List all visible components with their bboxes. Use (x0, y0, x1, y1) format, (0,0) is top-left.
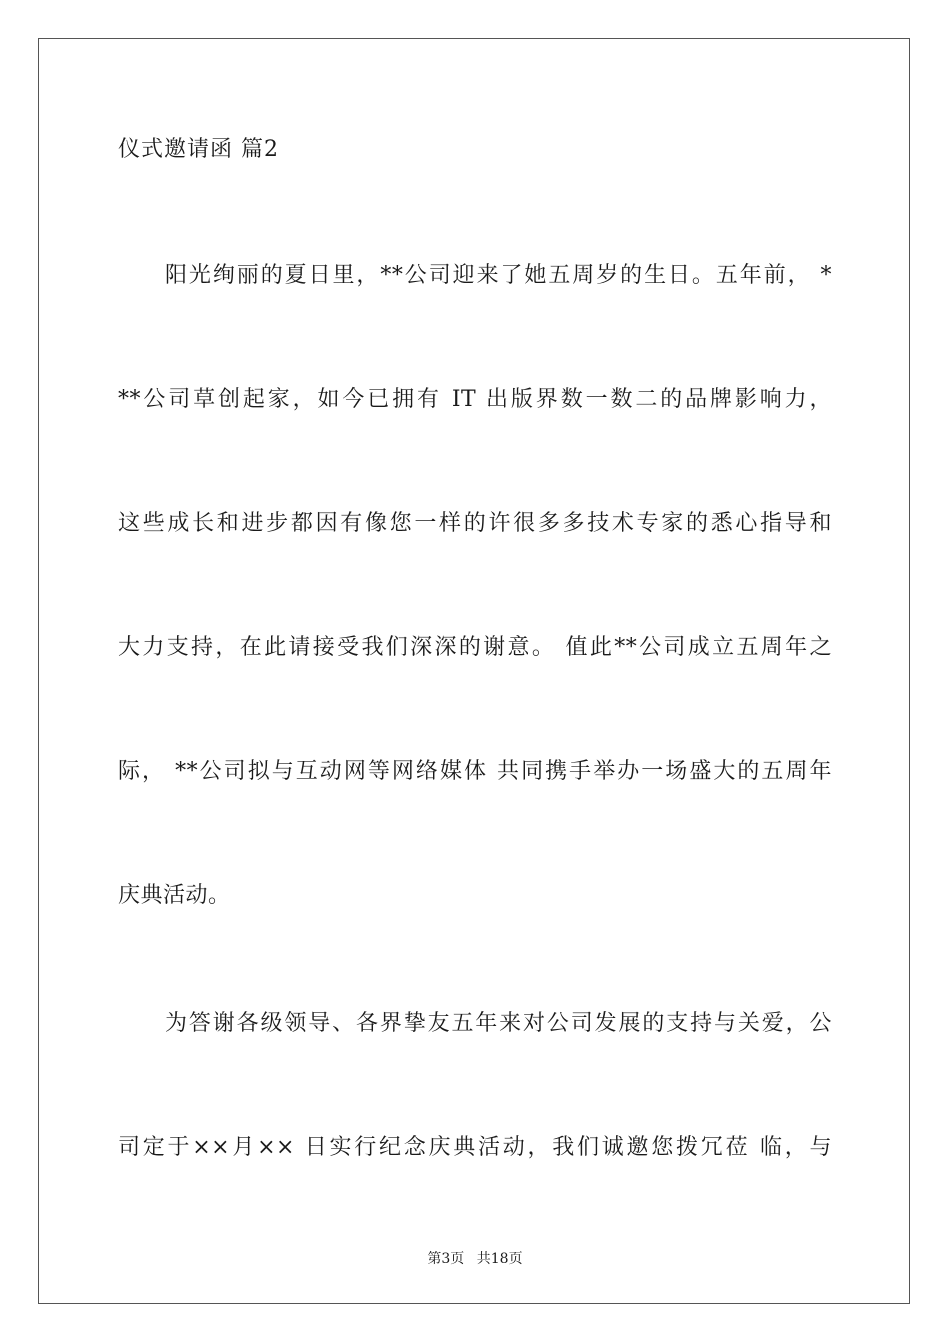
paragraph-line-6: 庆典活动。 (118, 883, 231, 908)
paragraph-line-4: 大力支持，在此请接受我们深深的谢意。 值此**公司成立五周年之 (118, 635, 832, 660)
paragraph-line-1: 阳光绚丽的夏日里，**公司迎来了她五周岁的生日。五年前， * (165, 263, 832, 288)
document-title: 仪式邀请函 篇2 (118, 137, 279, 162)
page-total: 共18页 (476, 1251, 523, 1267)
paragraph-line-2: **公司草创起家，如今已拥有 IT 出版界数一数二的品牌影响力， (118, 387, 832, 412)
paragraph-line-3: 这些成长和进步都因有像您一样的许很多多技术专家的悉心指导和 (118, 511, 832, 536)
page-footer (0, 1248, 950, 1268)
page-border (38, 38, 910, 1304)
paragraph-line-7: 为答谢各级领导、各界挚友五年来对公司发展的支持与关爱，公 (165, 1011, 832, 1036)
page-number: 第3页 (427, 1251, 465, 1267)
paragraph-line-8: 司定于××月×× 日实行纪念庆典活动，我们诚邀您拨冗莅 临，与 (118, 1135, 832, 1160)
paragraph-line-5: 际， **公司拟与互动网等网络媒体 共同携手举办一场盛大的五周年 (118, 759, 832, 784)
